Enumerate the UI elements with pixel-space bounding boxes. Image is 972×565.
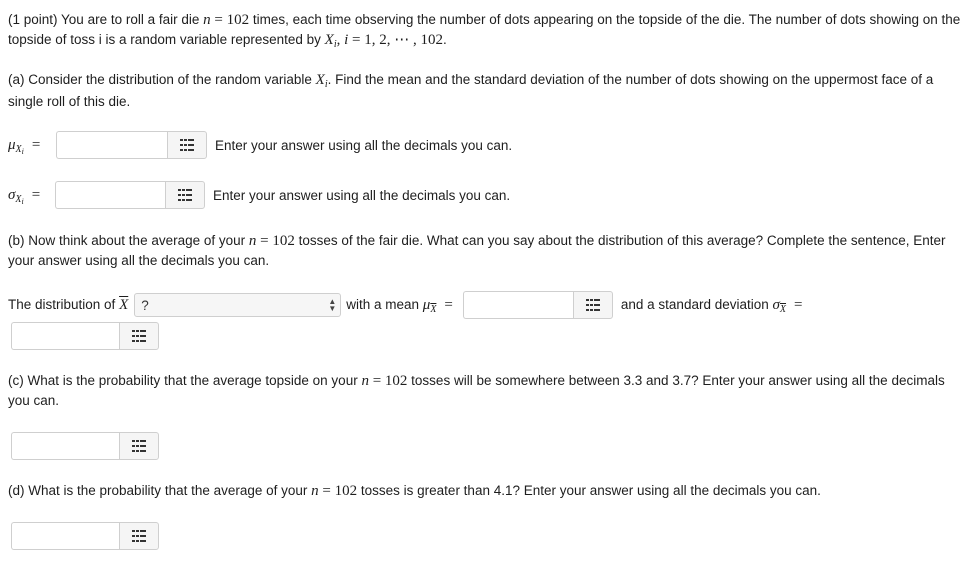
xbar-sd-row bbox=[11, 321, 159, 351]
part-a-question: (a) Consider the distribution of the random variable $X_i$. Find the mean and the standard deviation of the number of dots showing on the uppermost face of a single roll of this die. bbox=[8, 72, 934, 109]
keypad-icon bbox=[180, 139, 194, 151]
keypad-icon bbox=[132, 330, 146, 342]
part-d-question: (d) What is the probability that the average of your n = 102 tosses is greater than 4.1? Enter your answer using all the decimals you can. bbox=[8, 483, 821, 499]
xbar-mean-answer-field bbox=[463, 291, 613, 319]
problem-intro: (1 point) You are to roll a fair die n = 102 times, each time observing the number of dots appearing on the topside of the die. The number of dots showing on the topside of toss i is a random variable represented by $X_i$, i = 1, 2, ⋯ , 102. bbox=[8, 12, 961, 50]
keypad-icon bbox=[178, 189, 192, 201]
mean-keypad-button[interactable] bbox=[167, 131, 207, 159]
part-c-answer-field bbox=[11, 432, 159, 460]
xbar-sd-input[interactable] bbox=[11, 322, 119, 350]
keypad-icon bbox=[132, 530, 146, 542]
select-value: ? bbox=[141, 297, 149, 313]
mean-row bbox=[8, 130, 512, 160]
part-c-keypad-button[interactable] bbox=[119, 432, 159, 460]
part-d-input[interactable] bbox=[11, 522, 119, 550]
sd-row bbox=[8, 180, 510, 210]
part-d-row bbox=[11, 521, 159, 551]
distribution-row bbox=[8, 290, 803, 320]
xbar-sd-keypad-button[interactable] bbox=[119, 322, 159, 350]
part-d-answer-field bbox=[11, 522, 159, 550]
sd-keypad-button[interactable] bbox=[165, 181, 205, 209]
mean-answer-field bbox=[56, 131, 207, 159]
mean-input[interactable] bbox=[56, 131, 167, 159]
sd-hint: Enter your answer using all the decimals you can. bbox=[213, 187, 511, 203]
part-c-tag: (c) bbox=[8, 373, 24, 388]
mean-xbar-label: with a mean $\mu_{\overline{X}}$ = bbox=[346, 296, 453, 315]
sd-label: σ X i = bbox=[8, 186, 41, 206]
mean-hint: Enter your answer using all the decimals you can. bbox=[215, 137, 513, 153]
part-c-input[interactable] bbox=[11, 432, 119, 460]
mean-label: μ X i = bbox=[8, 136, 41, 156]
distribution-label: The distribution of $\overline{X}$ bbox=[8, 296, 129, 313]
sd-input[interactable] bbox=[55, 181, 165, 209]
distribution-select[interactable] bbox=[134, 293, 341, 317]
part-c-question: (c) What is the probability that the average topside on your n = 102 tosses will be somewhere between 3.3 and 3.7? Enter your answer using all the decimals you can. bbox=[8, 373, 945, 408]
keypad-icon bbox=[132, 440, 146, 452]
part-b-question: (b) Now think about the average of your n = 102 tosses of the fair die. What can you say about the distribution of this average? Complete the sentence, Enter your answer using all the decimals you can. bbox=[8, 233, 946, 268]
xbar-mean-input[interactable] bbox=[463, 291, 573, 319]
part-d-keypad-button[interactable] bbox=[119, 522, 159, 550]
part-b-tag: (b) bbox=[8, 233, 25, 248]
xbar-mean-keypad-button[interactable] bbox=[573, 291, 613, 319]
keypad-icon bbox=[586, 299, 600, 311]
part-c-row bbox=[11, 431, 159, 461]
part-a-tag: (a) bbox=[8, 72, 25, 87]
points-label: (1 point) bbox=[8, 12, 58, 27]
up-down-arrows-icon: ▲ ▼ bbox=[328, 297, 337, 313]
part-d-tag: (d) bbox=[8, 483, 25, 498]
sd-xbar-label: and a standard deviation $\sigma_{\overline{X}}$ = bbox=[620, 296, 803, 315]
sd-answer-field bbox=[55, 181, 205, 209]
xbar-sd-answer-field bbox=[11, 322, 159, 350]
